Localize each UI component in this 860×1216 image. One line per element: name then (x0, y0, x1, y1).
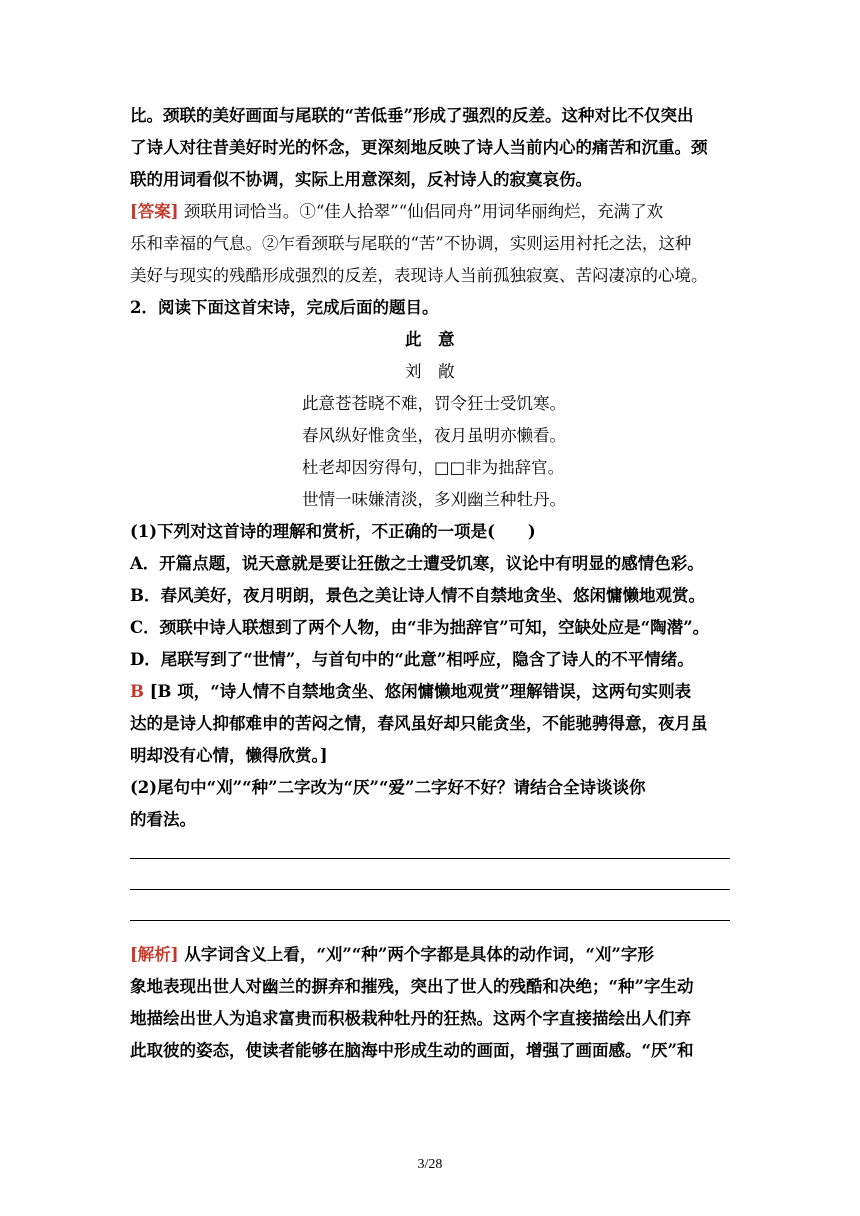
analysis-line: 地描绘出世人为追求富贵而积极栽种牡丹的狂热。这两个字直接描绘出人们弃 (130, 1009, 691, 1028)
option-b: B．春风美好，夜月明朗，景色之美让诗人情不自禁地贪坐、悠闲慵懒地观赏。 (130, 586, 705, 605)
document-page (130, 100, 730, 1067)
analysis-line: 象地表现出世人对幽兰的摒弃和摧残，突出了世人的残酷和决绝；“种”字生动 (130, 977, 694, 996)
explanation-line: 达的是诗人抑郁难申的苦闷之情，春风虽好却只能贪坐，不能驰骋得意，夜月虽 (130, 714, 708, 733)
poem-line: 春风纵好惟贪坐，夜月虽明亦懒看。 (302, 426, 566, 445)
poem-line: 此意苍苍晓不难，罚令狂士受饥寒。 (302, 394, 566, 413)
answer-blank-line[interactable] (130, 867, 730, 898)
answer-line: 乐和幸福的气息。②乍看颈联与尾联的“苦”不协调，实则运用衬托之法，这种 (130, 234, 692, 253)
analysis-line: 联的用词看似不协调，实际上用意深刻，反衬诗人的寂寞哀伤。 (130, 170, 592, 189)
poem-author: 刘 敞 (405, 362, 455, 381)
answer-blank-line[interactable] (130, 836, 730, 867)
analysis-line: 了诗人对往昔美好时光的怀念，更深刻地反映了诗人当前内心的痛苦和沉重。颈 (130, 138, 708, 157)
analysis-tag: [解析] (130, 945, 179, 964)
poem-title: 此 意 (405, 330, 455, 349)
answer-line: [答案] 颈联用词恰当。①“佳人拾翠”“仙侣同舟”用词华丽绚烂，充满了欢 (130, 202, 664, 221)
option-a: A．开篇点题，说天意就是要让狂傲之士遭受饥寒，议论中有明显的感情色彩。 (130, 554, 704, 573)
poem-line: 世情一味嫌清淡，多刈幽兰种牡丹。 (302, 490, 566, 509)
poem-line: 杜老却因穷得句，□□非为拙辞官。 (302, 458, 565, 477)
sub-question-2: (2)尾句中“刈”“种”二字改为“厌”“爱”二字好不好？请结合全诗谈谈你 (130, 778, 646, 797)
answer-tag: [答案] (130, 202, 179, 221)
analysis-line: [解析] 从字词含义上看，“刈”“种”两个字都是具体的动作词，“刈”字形 (130, 945, 654, 964)
explanation-line: B [B 项，“诗人情不自禁地贪坐、悠闲慵懒地观赏”理解错误，这两句实则表 (130, 682, 692, 701)
answer-blank-line[interactable] (130, 898, 730, 929)
question-2: 2．阅读下面这首宋诗，完成后面的题目。 (130, 298, 439, 317)
analysis-line: 此取彼的姿态，使读者能够在脑海中形成生动的画面，增强了画面感。“厌”和 (130, 1041, 694, 1060)
option-d: D．尾联写到了“世情”，与首句中的“此意”相呼应，隐含了诗人的不平情绪。 (130, 650, 694, 669)
page-number: 3/28 (417, 1157, 443, 1172)
sub-question-1: (1)下列对这首诗的理解和赏析，不正确的一项是( ) (130, 522, 536, 541)
answer-letter: B (130, 682, 144, 701)
sub-question-2: 的看法。 (130, 810, 196, 829)
option-c: C．颈联中诗人联想到了两个人物，由“非为拙辞官”可知，空缺处应是“陶潜”。 (130, 618, 710, 637)
explanation-line: 明却没有心情，懒得欣赏。] (130, 746, 328, 765)
answer-line: 美好与现实的残酷形成强烈的反差，表现诗人当前孤独寂寞、苦闷凄凉的心境。 (130, 266, 708, 285)
analysis-line: 比。颈联的美好画面与尾联的“苦低垂”形成了强烈的反差。这种对比不仅突出 (130, 106, 694, 125)
